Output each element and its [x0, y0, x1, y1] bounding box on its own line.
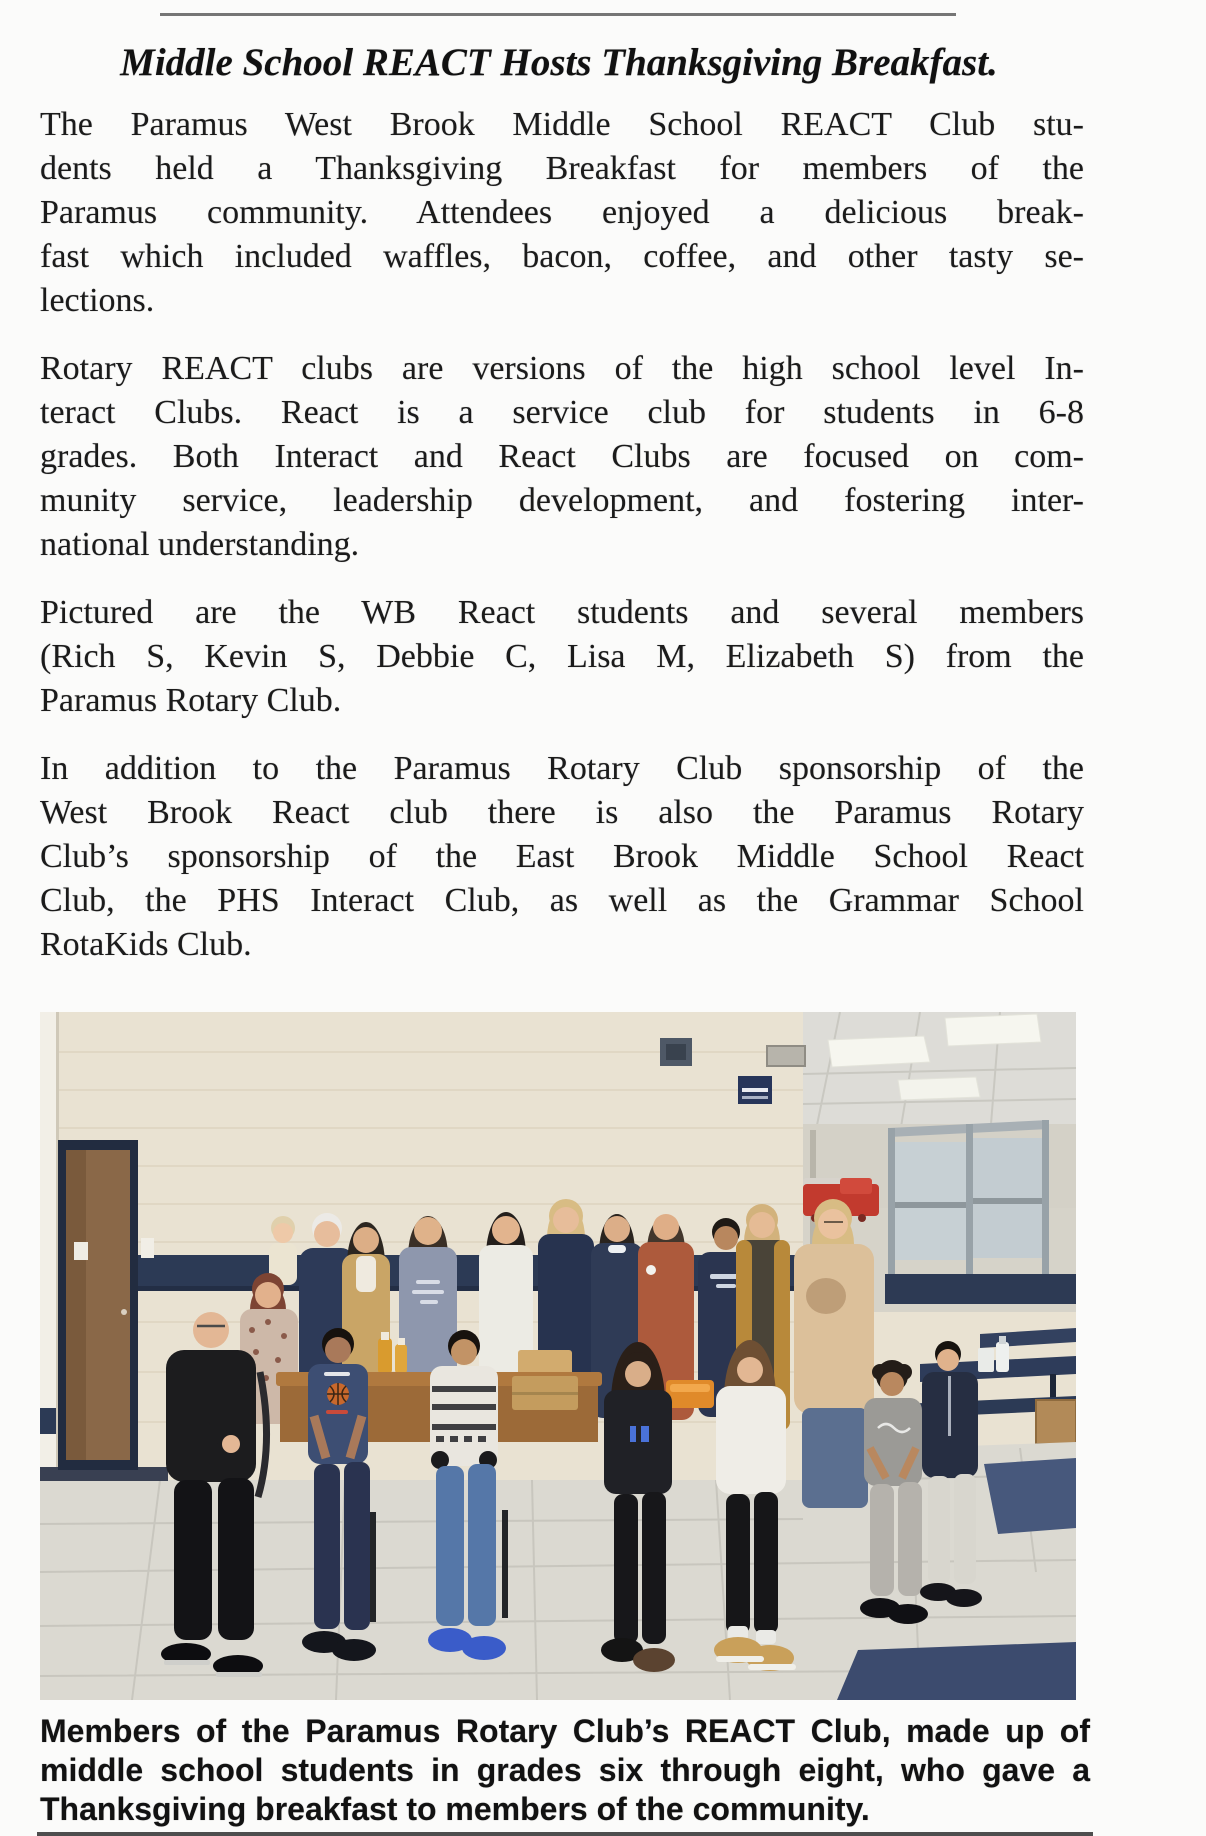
caption-line: Thanksgiving breakfast to members of the community. — [40, 1791, 870, 1827]
article-body — [40, 103, 1084, 991]
alarm-box — [767, 1046, 805, 1066]
text-line: (Rich S, Kevin S, Debbie C, Lisa M, Elizabeth S) from the — [40, 638, 1084, 675]
text-line: RotaKids Club. — [40, 926, 252, 963]
photo-caption — [40, 1712, 1090, 1829]
text-line: West Brook React club there is also the Paramus Rotary — [40, 794, 1084, 831]
paragraph-1 — [40, 103, 1084, 323]
person-boy-patterned-sweater — [428, 1330, 508, 1660]
text-line: Pictured are the WB React students and several members — [40, 594, 1084, 631]
paragraph-2 — [40, 347, 1084, 567]
blue-sign — [738, 1076, 772, 1104]
top-divider — [160, 13, 956, 16]
door — [58, 1140, 138, 1470]
person-woman-tan-tee — [794, 1199, 874, 1508]
text-line: Club, the PHS Interact Club, as well as the Grammar School — [40, 882, 1084, 919]
text-line: munity service, leadership development, and fostering inter- — [40, 482, 1084, 519]
text-line: The Paramus West Brook Middle School REACT Club stu- — [40, 106, 1084, 143]
caption-line: middle school students in grades six through eight, who gave a — [40, 1752, 1090, 1788]
text-line: Club’s sponsorship of the East Brook Middle School React — [40, 838, 1084, 875]
text-line: lections. — [40, 282, 155, 319]
group-photo-illustration — [40, 1012, 1076, 1700]
paragraph-3 — [40, 591, 1084, 723]
text-line: national understanding. — [40, 526, 360, 563]
text-line: Paramus Rotary Club. — [40, 682, 342, 719]
caption-line: Members of the Paramus Rotary Club’s REACT Club, made up of — [40, 1713, 1090, 1749]
bottom-divider — [37, 1832, 1093, 1836]
text-line: fast which included waffles, bacon, coffee, and other tasty se- — [40, 238, 1084, 275]
paragraph-4 — [40, 747, 1084, 967]
text-line: grades. Both Interact and React Clubs are focused on com- — [40, 438, 1084, 475]
text-line: teract Clubs. React is a service club for students in 6-8 — [40, 394, 1084, 431]
text-line: dents held a Thanksgiving Breakfast for members of the — [40, 150, 1084, 187]
article-title: Middle School REACT Hosts Thanksgiving Breakfast. — [120, 41, 998, 84]
text-line: Paramus community. Attendees enjoyed a delicious break- — [40, 194, 1084, 231]
group-photo — [40, 1012, 1076, 1700]
text-line: In addition to the Paramus Rotary Club sponsorship of the — [40, 750, 1084, 787]
text-line: Rotary REACT clubs are versions of the high school level In- — [40, 350, 1084, 387]
wall-notice — [141, 1238, 154, 1258]
